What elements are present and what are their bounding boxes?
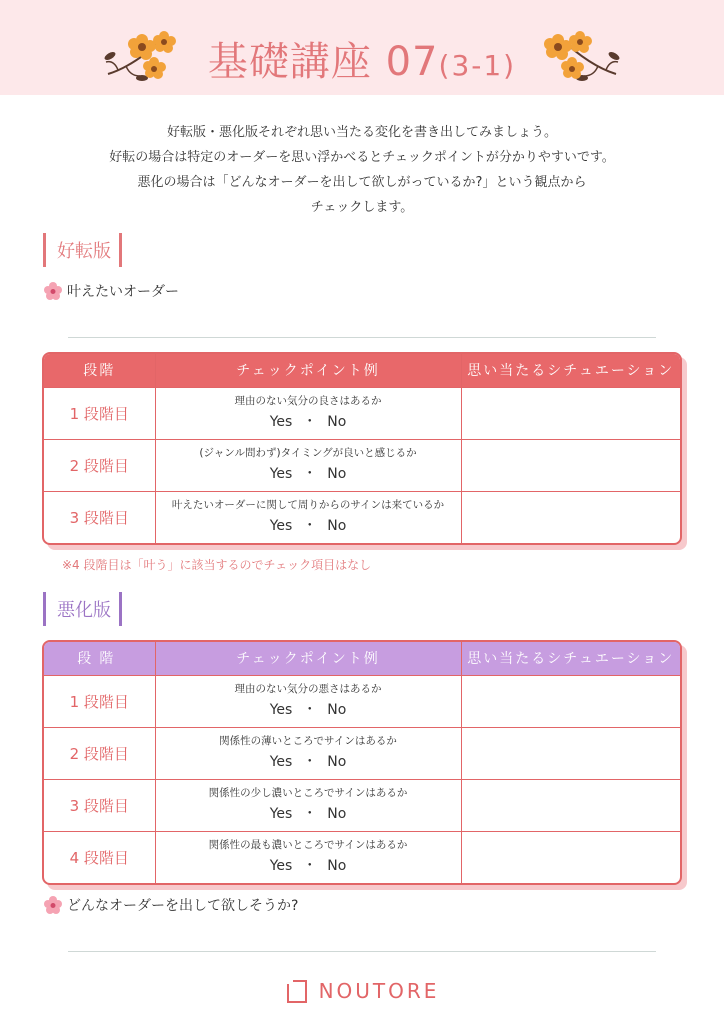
bad-heading-label: 悪化版 (57, 600, 111, 621)
stage-cell: 3 段階目 (44, 779, 155, 831)
checkpoint-question: 関係性の薄いところでサインはあるか (219, 735, 397, 747)
heading-bar (119, 233, 122, 267)
situation-input-cell[interactable] (461, 675, 680, 727)
table-row (44, 831, 680, 883)
column-header-situation: 思い当たるシチュエーション (461, 642, 680, 675)
heading-bar (43, 592, 46, 626)
good-prompt (43, 281, 179, 301)
heading-bar (119, 592, 122, 626)
footer (0, 978, 724, 1004)
heading-bar (43, 233, 46, 267)
column-header-checkpoint: チェックポイント例 (155, 642, 461, 675)
yes-no-choice[interactable]: Yes ・ No (269, 414, 347, 430)
divider (68, 337, 656, 338)
column-header-checkpoint: チェックポイント例 (155, 354, 461, 387)
page-title-main: 基礎講座 07 (207, 39, 439, 85)
yes-no-choice[interactable]: Yes ・ No (269, 518, 347, 535)
noutore-logo-icon (285, 978, 309, 1004)
column-header-situation: 思い当たるシチュエーション (461, 354, 680, 387)
table-row (44, 779, 680, 831)
bad-checklist-table (42, 640, 682, 885)
checkpoint-question: 理由のない気分の良さはあるか (234, 395, 382, 407)
checkpoint-cell (155, 439, 461, 491)
sakura-icon (43, 895, 63, 915)
good-footnote: ※4 段階目は「叶う」に該当するのでチェック項目はなし (62, 558, 372, 572)
sakura-icon (43, 281, 63, 301)
table-row (44, 439, 680, 491)
situation-input-cell[interactable] (461, 491, 680, 543)
checkpoint-question: 関係性の最も濃いところでサインはあるか (208, 839, 408, 852)
checkpoint-question: 関係性の少し濃いところでサインはあるか (208, 787, 408, 799)
table-row (44, 387, 680, 439)
checkpoint-question: (ジャンル問わず)タイミングが良いと感じるか (199, 447, 417, 459)
intro-line: 悪化の場合は「どんなオーダーを出して欲しがっているか?」という観点から (137, 175, 587, 190)
situation-input-cell[interactable] (461, 387, 680, 439)
checkpoint-cell (155, 831, 461, 883)
situation-input-cell[interactable] (461, 779, 680, 831)
good-heading-label: 好転版 (57, 241, 111, 262)
yes-no-choice[interactable]: Yes ・ No (269, 702, 347, 718)
checkpoint-cell (155, 675, 461, 727)
checkpoint-cell (155, 491, 461, 543)
situation-input-cell[interactable] (461, 439, 680, 491)
good-checklist-table (42, 352, 682, 545)
good-section-heading (43, 233, 125, 267)
table-row (44, 491, 680, 543)
column-header-stage: 段階 (44, 642, 155, 675)
page-title-sub: (3-1) (438, 49, 517, 82)
checkpoint-cell (155, 727, 461, 779)
yes-no-choice[interactable]: Yes ・ No (269, 858, 347, 875)
stage-cell: 1 段階目 (44, 387, 155, 439)
checkpoint-question: 叶えたいオーダーに関して周りからのサインは来ているか (171, 499, 445, 512)
stage-cell: 1 段階目 (44, 675, 155, 727)
column-header-stage: 段階 (44, 354, 155, 387)
intro-line: チェックします。 (310, 200, 414, 215)
intro-line: 好転の場合は特定のオーダーを思い浮かべるとチェックポイントが分かりやすいです。 (109, 150, 615, 165)
stage-cell: 3 段階目 (44, 491, 155, 543)
intro-text (20, 120, 704, 220)
stage-cell: 4 段階目 (44, 831, 155, 883)
stage-cell: 2 段階目 (44, 727, 155, 779)
flower-decoration-icon (544, 26, 620, 82)
good-prompt-label: 叶えたいオーダー (67, 284, 179, 300)
yes-no-choice[interactable]: Yes ・ No (269, 754, 347, 770)
situation-input-cell[interactable] (461, 727, 680, 779)
bad-prompt (43, 895, 298, 915)
bad-section-heading (43, 592, 125, 626)
brand-logo-text: NOUTORE (318, 979, 440, 1003)
yes-no-choice[interactable]: Yes ・ No (269, 806, 347, 822)
situation-input-cell[interactable] (461, 831, 680, 883)
divider (68, 951, 656, 952)
checkpoint-cell (155, 387, 461, 439)
checkpoint-question: 理由のない気分の悪さはあるか (234, 683, 382, 695)
stage-cell: 2 段階目 (44, 439, 155, 491)
intro-line: 好転版・悪化版それぞれ思い当たる変化を書き出してみましょう。 (166, 125, 557, 140)
yes-no-choice[interactable]: Yes ・ No (269, 466, 347, 482)
table-row (44, 727, 680, 779)
bad-prompt-label: どんなオーダーを出して欲しそうか? (67, 898, 299, 914)
checkpoint-cell (155, 779, 461, 831)
table-row (44, 675, 680, 727)
